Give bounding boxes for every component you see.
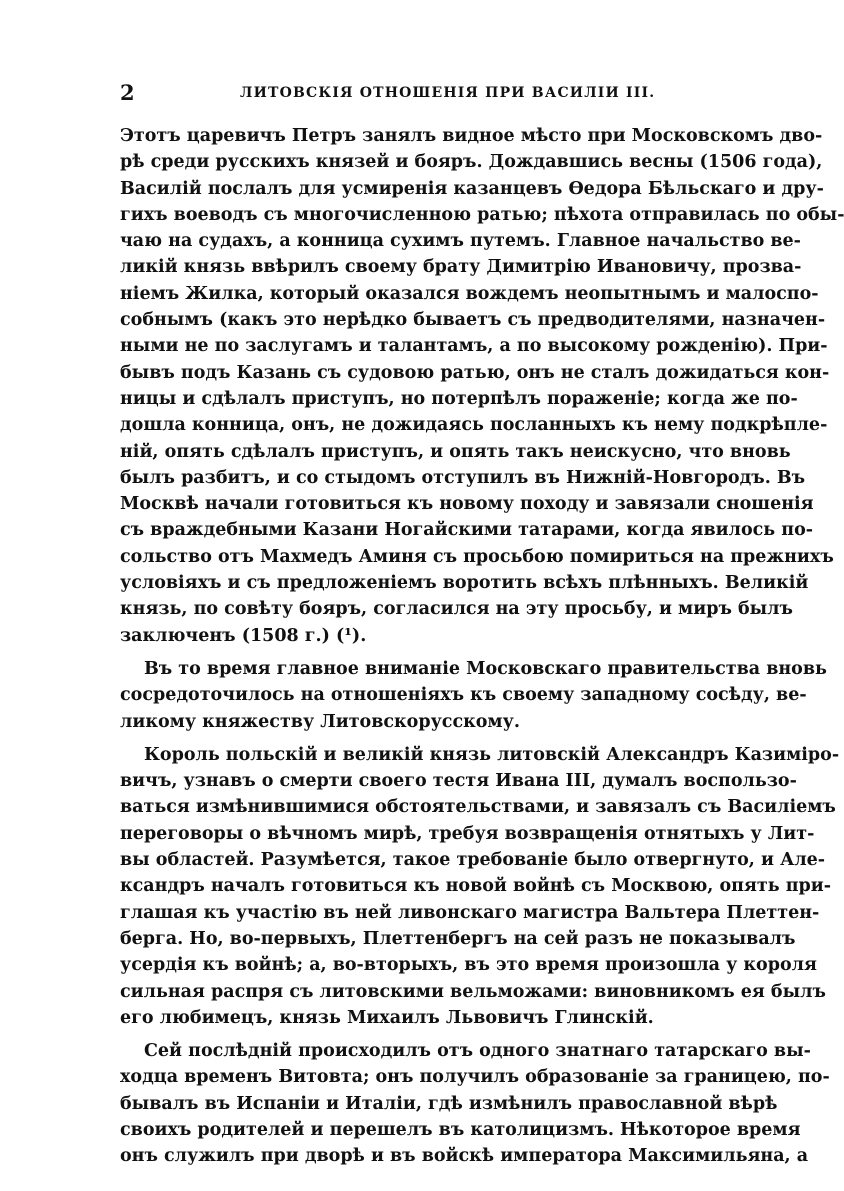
paragraph [120, 123, 844, 649]
text-line: бывъ подъ Казань съ судовою ратью, онъ не сталъ дожидаться кон- [120, 362, 830, 383]
page-header [120, 80, 697, 106]
text-line: своихъ родителей и перешелъ въ католицизмъ. Нѣкоторое время [120, 1119, 801, 1140]
text-line: Король польскій и великій князь литовскій Александръ Казиміро- [144, 744, 840, 765]
paragraph [120, 742, 840, 1031]
text-line: былъ разбитъ, и со стыдомъ отступилъ въ Нижній-Новгородъ. Въ [120, 467, 806, 488]
text-line: князь, по совѣту бояръ, согласился на эту просьбу, и миръ былъ [120, 599, 793, 620]
text-line: гихъ воеводъ съ многочисленною ратью; пѣхота отправилась по обы- [120, 204, 844, 225]
text-line: сосредоточилось на отношеніяхъ къ своему западному сосѣду, ве- [120, 685, 807, 706]
text-line: дошла конница, онъ, не дожидаясь посланныхъ къ нему подкрѣпле- [120, 415, 828, 436]
text-line: переговоры о вѣчномъ мирѣ, требуя возвращенія отнятыхъ у Лит- [120, 823, 815, 844]
body-text [120, 123, 844, 1170]
text-line: собнымъ (какъ это нерѣдко бываетъ съ предводителями, назначен- [120, 310, 826, 331]
text-line: ній, опять сдѣлалъ приступъ, и опять такъ неискусно, что вновь [120, 441, 791, 462]
text-line: ницы и сдѣлалъ приступъ, но потерпѣлъ пораженіе; когда же по- [120, 388, 798, 409]
text-line: заключенъ (1508 г.) (¹). [120, 625, 367, 646]
text-line: сольство отъ Махмедъ Аминя съ просьбою помириться на прежнихъ [120, 546, 834, 567]
text-line: Этотъ царевичъ Петръ занялъ видное мѣсто при Московскомъ дво- [120, 126, 823, 146]
text-line: Москвѣ начали готовиться къ новому походу и завязали сношенія [120, 494, 814, 515]
text-line: вичъ, узнавъ о смерти своего тестя Ивана III, думалъ воспользо- [120, 771, 797, 792]
text-line: ными не по заслугамъ и талантамъ, а по высокому рожденію). При- [120, 336, 828, 357]
text-line: Василій послалъ для усмиренія казанцевъ Ѳедора Бѣльскаго и дру- [120, 178, 824, 199]
text-line: берга. Но, во-первыхъ, Плеттенбергъ на сей разъ не показывалъ [120, 928, 796, 949]
paragraph [120, 656, 827, 735]
paragraph [120, 1038, 830, 1169]
text-line: ніемъ Жилка, который оказался вождемъ неопытнымъ и малоспо- [120, 283, 819, 304]
text-line: ликому княжеству Литовскорусскому. [120, 711, 520, 732]
text-line: Сей послѣдній происходилъ отъ одного знатнаго татарскаго вы- [144, 1041, 811, 1062]
page-number: 2 [120, 80, 135, 105]
text-line: чаю на судахъ, а конница сухимъ путемъ. Главное начальство ве- [120, 231, 801, 252]
text-line: ликій князь ввѣрилъ своему брату Димитрію Ивановичу, прозва- [120, 257, 802, 278]
text-line: его любимецъ, князь Михаилъ Львовичъ Глинскій. [120, 1007, 654, 1028]
text-line: усердія къ войнѣ; а, во-вторыхъ, въ это время произошла у короля [120, 955, 817, 976]
text-line: Въ то время главное вниманіе Московскаго правительства вновь [144, 658, 827, 679]
running-head: ЛИТОВСКІЯ ОТНОШЕНІЯ ПРИ ВАСИЛІИ III. [240, 85, 656, 101]
text-line: сильная распря съ литовскими вельможами: виновникомъ ея былъ [120, 981, 826, 1002]
text-line: ходца временъ Витовта; онъ получилъ образованіе за границею, по- [120, 1067, 830, 1088]
text-line: ксандръ началъ готовиться къ новой войнѣ съ Москвою, опять при- [120, 876, 831, 897]
text-line: онъ служилъ при дворѣ и въ войскѣ императора Максимильяна, а [120, 1146, 809, 1167]
text-line: рѣ среди русскихъ князей и бояръ. Дождавшись весны (1506 года), [120, 152, 823, 173]
text-line: бывалъ въ Испаніи и Италіи, гдѣ измѣнилъ православной вѣрѣ [120, 1093, 778, 1114]
text-line: ваться измѣнившимися обстоятельствами, и завязалъ съ Василіемъ [120, 797, 836, 818]
text-line: съ враждебными Казани Ногайскими татарами, когда явилось по- [120, 520, 814, 541]
text-line: вы областей. Разумѣется, такое требованіе было отвергнуто, и Але- [120, 850, 826, 871]
text-line: глашая къ участію въ ней ливонскаго магистра Вальтера Плеттен- [120, 902, 820, 923]
text-line: условіяхъ и съ предложеніемъ воротить всѣхъ плѣнныхъ. Великій [120, 573, 809, 594]
